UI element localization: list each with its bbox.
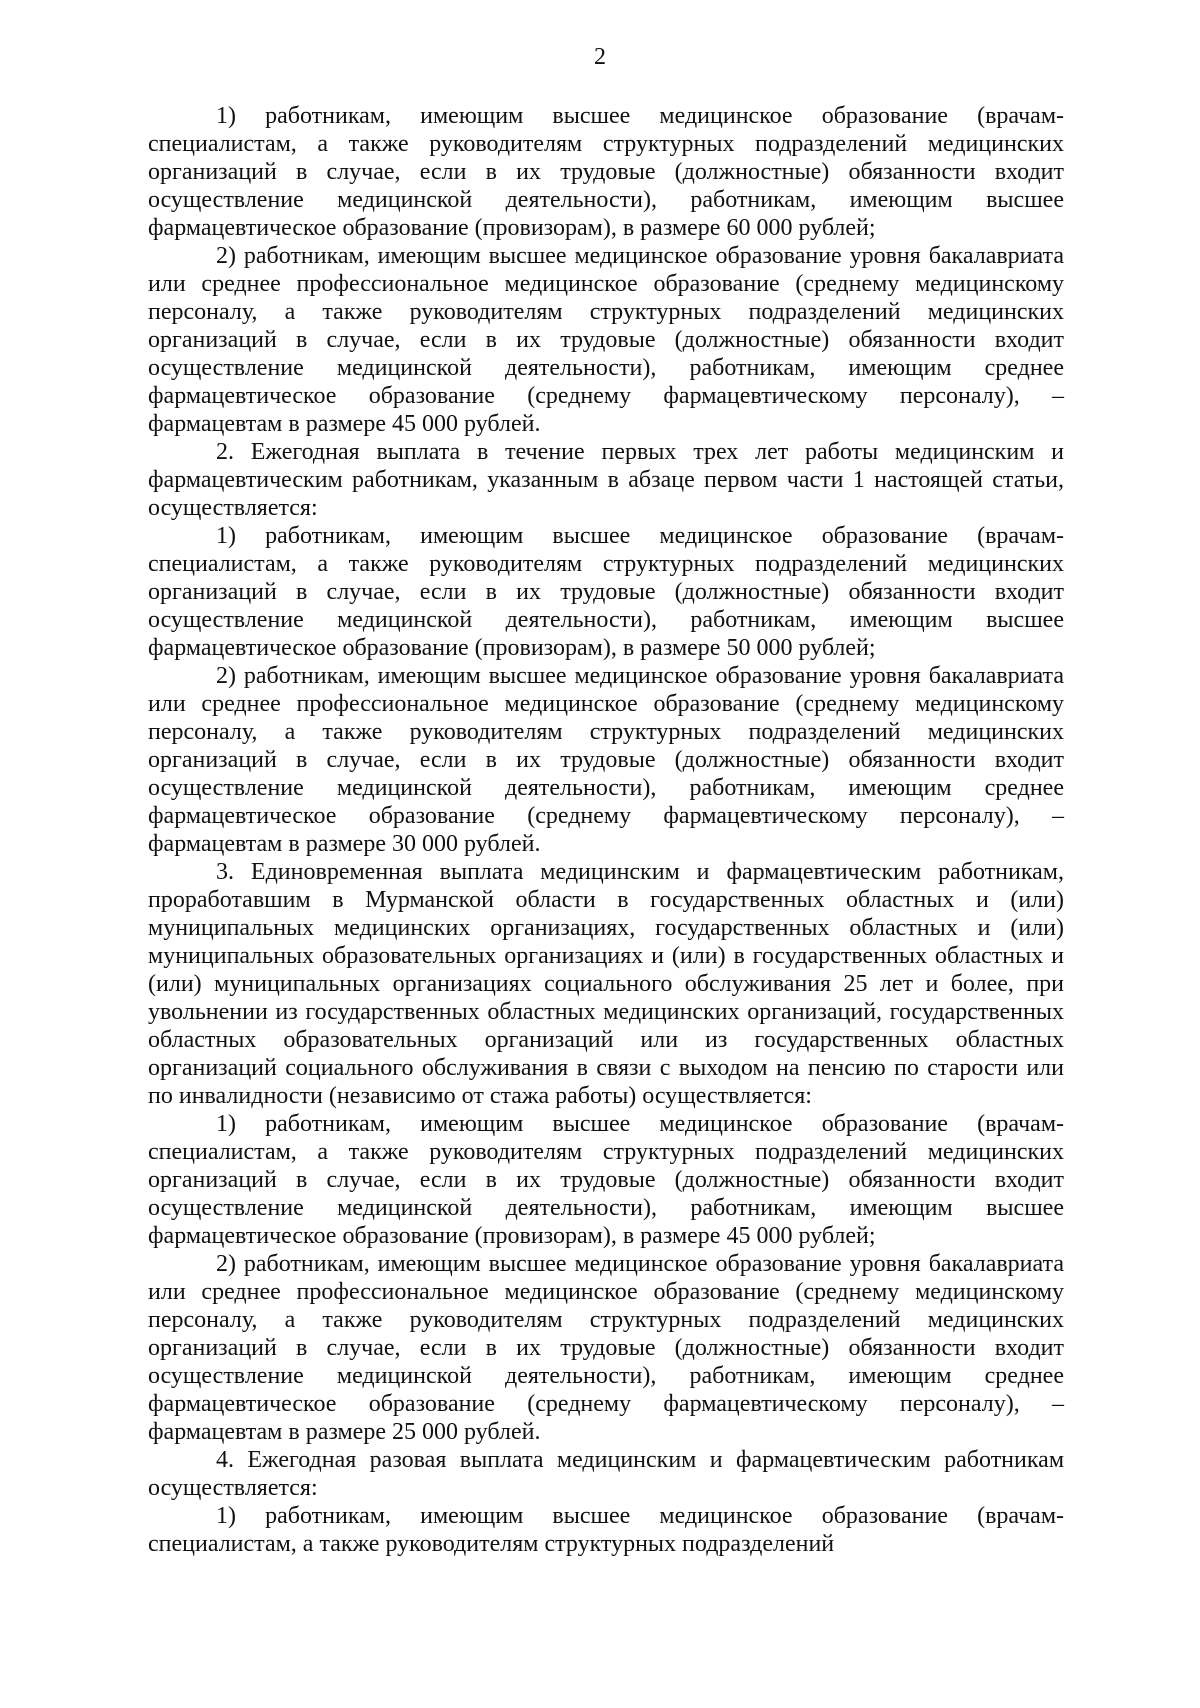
paragraph-2-item-1: 1) работникам, имеющим высшее медицинское образование (врачам-специалистам, а также руководителям структурных подразделений медицинских организаций в случае, если в их трудовые (должностные) обязанности входит осуществление медицинской деятельности), работникам, имеющим высшее фармацевтическое образование (провизорам), в размере 50 000 рублей; [148, 523, 1064, 661]
paragraph-4-intro: 4. Ежегодная разовая выплата медицинским и фармацевтическим работникам осуществляется: [148, 1447, 1064, 1501]
document-body [148, 102, 1064, 1558]
paragraph-1-item-2: 2) работникам, имеющим высшее медицинское образование уровня бакалавриата или среднее профессиональное медицинское образование (среднему медицинскому персоналу, а также руководителям структурных подразделений медицинских организаций в случае, если в их трудовые (должностные) обязанности входит осуществление медицинской деятельности), работникам, имеющим среднее фармацевтическое образование (среднему фармацевтическому персоналу), – фармацевтам в размере 45 000 рублей. [148, 243, 1064, 437]
paragraph-2-item-2: 2) работникам, имеющим высшее медицинское образование уровня бакалавриата или среднее профессиональное медицинское образование (среднему медицинскому персоналу, а также руководителям структурных подразделений медицинских организаций в случае, если в их трудовые (должностные) обязанности входит осуществление медицинской деятельности), работникам, имеющим среднее фармацевтическое образование (среднему фармацевтическому персоналу), – фармацевтам в размере 30 000 рублей. [148, 663, 1064, 857]
paragraph-1-item-1: 1) работникам, имеющим высшее медицинское образование (врачам-специалистам, а также руководителям структурных подразделений медицинских организаций в случае, если в их трудовые (должностные) обязанности входит осуществление медицинской деятельности), работникам, имеющим высшее фармацевтическое образование (провизорам), в размере 60 000 рублей; [148, 103, 1064, 241]
page-number: 2 [594, 44, 606, 70]
paragraph-3-item-2: 2) работникам, имеющим высшее медицинское образование уровня бакалавриата или среднее профессиональное медицинское образование (среднему медицинскому персоналу, а также руководителям структурных подразделений медицинских организаций в случае, если в их трудовые (должностные) обязанности входит осуществление медицинской деятельности), работникам, имеющим среднее фармацевтическое образование (среднему фармацевтическому персоналу), – фармацевтам в размере 25 000 рублей. [148, 1251, 1064, 1445]
paragraph-4-item-1: 1) работникам, имеющим высшее медицинское образование (врачам-специалистам, а также руководителям структурных подразделений [148, 1503, 1064, 1557]
paragraph-3-item-1: 1) работникам, имеющим высшее медицинское образование (врачам-специалистам, а также руководителям структурных подразделений медицинских организаций в случае, если в их трудовые (должностные) обязанности входит осуществление медицинской деятельности), работникам, имеющим высшее фармацевтическое образование (провизорам), в размере 45 000 рублей; [148, 1111, 1064, 1249]
paragraph-3-intro: 3. Единовременная выплата медицинским и фармацевтическим работникам, проработавшим в Мурманской области в государственных областных и (или) муниципальных медицинских организациях, государственных областных и (или) муниципальных образовательных организациях и (или) в государственных областных и (или) муниципальных организациях социального обслуживания 25 лет и более, при увольнении из государственных областных медицинских организаций, государственных областных образовательных организаций или из государственных областных организаций социального обслуживания в связи с выходом на пенсию по старости или по инвалидности (независимо от стажа работы) осуществляется: [148, 859, 1064, 1109]
paragraph-2-intro: 2. Ежегодная выплата в течение первых трех лет работы медицинским и фармацевтическим работникам, указанным в абзаце первом части 1 настоящей статьи, осуществляется: [148, 439, 1064, 521]
